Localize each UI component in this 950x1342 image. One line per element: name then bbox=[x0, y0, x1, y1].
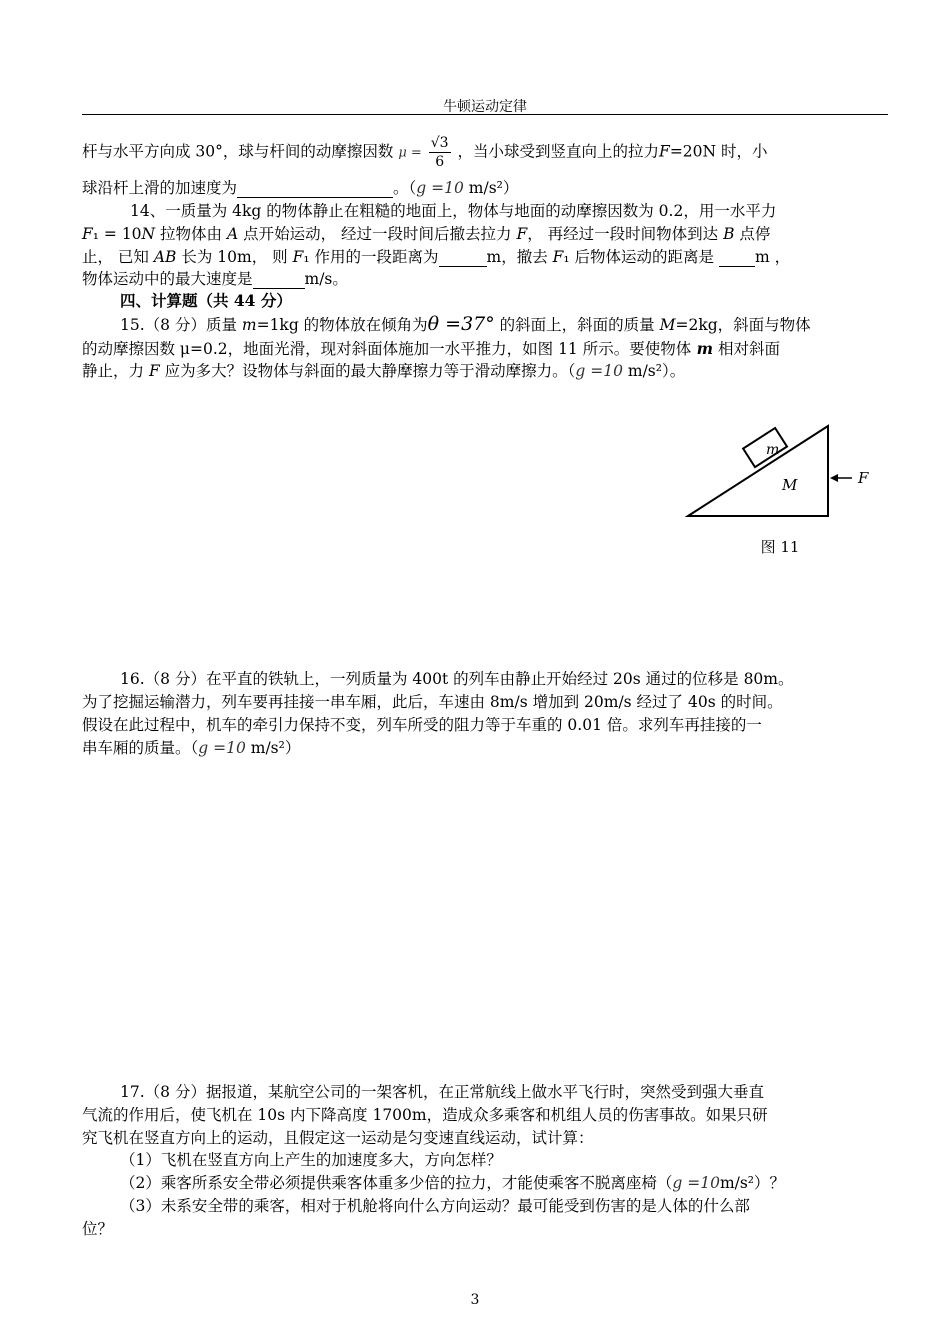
q16-line-3: 假设在此过程中，机车的牵引力保持不变，列车所受的阻力等于车重的 0.01 倍。求列车再挂接的一 bbox=[82, 716, 762, 734]
q16-unit: m/s²） bbox=[250, 739, 301, 757]
q14-point-b: B bbox=[723, 225, 735, 243]
mu-symbol: μ = bbox=[398, 145, 422, 161]
q13-line-1 bbox=[82, 134, 888, 171]
q15-theta: θ =37° bbox=[427, 313, 495, 335]
incline-label: M bbox=[782, 476, 798, 494]
q15-text: 15.（8 分）质量 bbox=[120, 316, 242, 334]
q17-g-value: g =10 bbox=[672, 1174, 720, 1192]
q15-var-m: m bbox=[241, 316, 257, 334]
q13-line-2 bbox=[82, 176, 888, 198]
q16-line-2: 为了挖掘运输潜力，列车要再挂接一串车厢，此后，车速由 8m/s 增加到 20m/s 经过了 40s 的时间。 bbox=[82, 693, 783, 711]
q17-line-2: 气流的作用后，使飞机在 10s 内下降高度 1700m，造成众多乘客和机组人员的伤害事故。如果只研 bbox=[82, 1106, 768, 1124]
q15-text: 的动摩擦因数 μ=0.2，地面光滑，现对斜面体施加一水平推力，如图 11 所示。要使物体 bbox=[82, 340, 692, 358]
mu-fraction bbox=[429, 134, 451, 171]
q13-text-c: =20N 时，小 bbox=[669, 142, 768, 161]
page-number: 3 bbox=[470, 1292, 480, 1308]
q14-text: 止， 已知 bbox=[82, 248, 154, 266]
q15-text: 静止，力 bbox=[82, 362, 149, 380]
block-label: m bbox=[766, 442, 780, 458]
header-divider bbox=[82, 114, 888, 115]
q15-var-m: m bbox=[691, 339, 714, 358]
q17-sub-2 bbox=[120, 1171, 926, 1193]
q15-line-1 bbox=[120, 313, 926, 335]
q13-force-var: F bbox=[659, 142, 670, 161]
q14-blank-distance-2[interactable] bbox=[719, 248, 755, 267]
force-arrowhead bbox=[830, 474, 838, 482]
q15-var-f: F bbox=[148, 362, 160, 380]
q17-sub-1: （1）飞机在竖直方向上产生的加速度多大，方向怎样？ bbox=[120, 1151, 502, 1169]
q14-var-f1: F bbox=[552, 248, 564, 266]
q17-sub-3-end: 位？ bbox=[82, 1220, 114, 1238]
q14-var-f: F bbox=[516, 225, 528, 243]
mu-denominator: 6 bbox=[435, 154, 445, 170]
q17-line-1: 17.（8 分）据报道，某航空公司的一架客机，在正常航线上做水平飞行时，突然受到强大垂直 bbox=[120, 1083, 764, 1101]
q13-text-e: 。（ bbox=[393, 179, 417, 197]
q14-blank-max-speed[interactable] bbox=[253, 270, 305, 289]
q15-unit: m/s²）。 bbox=[627, 362, 686, 380]
q13-text-d: 球沿杆上滑的加速度为 bbox=[82, 179, 238, 197]
q14-text: 点停 bbox=[734, 225, 771, 243]
q14-text: m，撤去 bbox=[486, 248, 553, 266]
q15-text: 应为多大？设物体与斜面的最大静摩擦力等于滑动摩擦力。（ bbox=[159, 362, 576, 380]
q15-var-M: M bbox=[659, 316, 676, 334]
figure-caption: 图 11 bbox=[760, 538, 800, 556]
q15-text: =2kg，斜面与物体 bbox=[675, 316, 811, 334]
q15-text: 相对斜面 bbox=[713, 340, 780, 358]
q13-answer-blank[interactable] bbox=[237, 179, 393, 198]
q15-text: =1kg 的物体放在倾角为 bbox=[256, 316, 428, 334]
q17-text: （2）乘客所系安全带必须提供乘客体重多少倍的拉力，才能使乘客不脱离座椅（ bbox=[120, 1174, 673, 1192]
q14-text: 长为 10m， 则 bbox=[176, 248, 293, 266]
q15-g-value: g =10 bbox=[575, 362, 623, 380]
q14-text: 物体运动中的最大速度是 bbox=[82, 270, 253, 288]
q14-text: ₁ = 10 bbox=[92, 225, 142, 243]
q16-line-1: 16.（8 分）在平直的铁轨上，一列质量为 400t 的列车由静止开始经过 20s 通过的位移是 80m。 bbox=[120, 670, 794, 688]
q14-line-3 bbox=[82, 245, 888, 267]
q14-text: m ， bbox=[754, 248, 791, 266]
mu-numerator: √3 bbox=[430, 135, 449, 151]
q14-blank-distance-1[interactable] bbox=[439, 248, 487, 267]
q14-line-4 bbox=[82, 267, 888, 289]
q14-text: ₁ 后物体运动的距离是 bbox=[563, 248, 719, 266]
q14-text: ， 再经过一段时间物体到达 bbox=[527, 225, 724, 243]
q14-text: 拉物体由 bbox=[155, 225, 227, 243]
section-title: 四、计算题（共 44 分） bbox=[120, 291, 292, 310]
q14-text: ₁ 作用的一段距离为 bbox=[303, 248, 439, 266]
q14-unit-n: N bbox=[141, 225, 156, 243]
q14-var-f1: F bbox=[82, 225, 93, 243]
q14-var-f1: F bbox=[292, 248, 304, 266]
q13-g-value: g =10 bbox=[416, 179, 464, 197]
q17-line-3: 究飞机在竖直方向上的运动，且假定这一运动是匀变速直线运动，试计算： bbox=[82, 1129, 594, 1147]
q15-line-3 bbox=[82, 359, 888, 381]
force-label: F bbox=[858, 469, 869, 487]
q13-text-a: 杆与水平方向成 30°，球与杆间的动摩擦因数 bbox=[82, 142, 394, 161]
q14-text: 点开始运动， 经过一段时间后撤去拉力 bbox=[238, 225, 517, 243]
q14-line-2 bbox=[82, 222, 888, 244]
q16-line-4 bbox=[82, 736, 888, 758]
page-header: 牛顿运动定律 bbox=[443, 99, 527, 115]
q13-text-b: ，当小球受到竖直向上的拉力 bbox=[457, 142, 660, 161]
figure-incline-diagram bbox=[680, 418, 880, 528]
q17-sub-3: （3）未系安全带的乘客，相对于机舱将向什么方向运动？最可能受到伤害的是人体的什么部 bbox=[120, 1197, 750, 1215]
q16-g-value: g =10 bbox=[198, 739, 246, 757]
q14-text: m/s。 bbox=[304, 270, 348, 288]
q16-text: 串车厢的质量。（ bbox=[82, 739, 199, 757]
q17-text: m/s²）？ bbox=[719, 1174, 786, 1192]
q14-point-a: A bbox=[226, 225, 239, 243]
q15-text: 的斜面上，斜面的质量 bbox=[494, 316, 660, 334]
q13-unit: m/s²） bbox=[468, 179, 519, 197]
q14-line-1: 14、一质量为 4kg 的物体静止在粗糙的地面上，物体与地面的动摩擦因数为 0.2，用一水平力 bbox=[130, 202, 777, 220]
q15-line-2 bbox=[82, 337, 888, 359]
q14-segment-ab: AB bbox=[153, 248, 177, 266]
